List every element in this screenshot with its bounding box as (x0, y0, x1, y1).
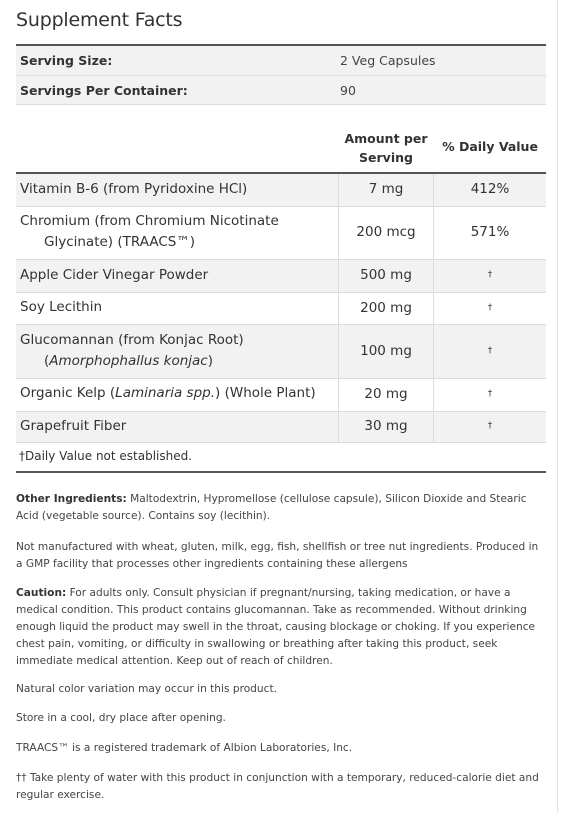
nutrient-name-line1: Chromium (from Chromium Nicotinate (20, 213, 279, 229)
caution-label: Caution: (16, 587, 67, 599)
nutrient-name: Vitamin B-6 (from Pyridoxine HCl) (20, 181, 248, 197)
nutrient-row-vitamin-b6 (16, 174, 546, 207)
water-note: †† Take plenty of water with this product in conjunction with a temporary, reduced-calorie diet and regular exercise. (16, 772, 539, 801)
nutrient-amount: 7 mg (338, 174, 434, 206)
nutrient-row-chromium (16, 207, 546, 260)
table-header (16, 127, 546, 173)
servings-per-container-label: Servings Per Container: (20, 83, 188, 98)
nutrient-name-line1: Glucomannan (from Konjac Root) (20, 332, 244, 348)
nutrient-amount: 20 mg (338, 379, 434, 411)
storage-note: Store in a cool, dry place after opening. (16, 712, 226, 724)
nutrient-daily-value: 571% (470, 224, 510, 240)
paren-open: ( (44, 353, 50, 369)
nutrient-name-pre: Organic Kelp ( (20, 385, 116, 401)
nutrient-daily-value: † (487, 346, 493, 356)
paren-close: ) (207, 353, 214, 369)
nutrient-name (20, 211, 279, 253)
amount-per-serving-header (338, 129, 434, 167)
nutrient-amount: 500 mg (338, 260, 434, 292)
nutrient-daily-value: 412% (470, 181, 510, 197)
other-ingredients-text: Maltodextrin, Hypromellose (cellulose capsule), Silicon Dioxide and Stearic Acid (vegetable source). Contains soy (lecithin). (16, 493, 527, 522)
nutrient-name (20, 330, 244, 372)
nutrient-name-line2: Glycinate) (TRAACS™) (44, 234, 196, 250)
nutrient-row-organic-kelp (16, 379, 546, 412)
nutrient-daily-value: † (487, 421, 493, 431)
allergen-statement: Not manufactured with wheat, gluten, milk, egg, fish, shellfish or tree nut ingredients. Produced in a GMP facility that processes other ingredients containing these allergens (16, 541, 539, 570)
serving-size-row (16, 46, 546, 76)
caution-text: For adults only. Consult physician if pregnant/nursing, taking medication, or have a medical condition. This product contains glucomannan. Take as recommended. Without drinking enough liquid the product may swell in the throat, causing blockage or choking. If you experience chest pain, vomiting, or difficulty in swallowing or breathing after taking this product, seek immediate medical attention. Keep out of reach of children. (16, 587, 536, 667)
other-ingredients-label: Other Ingredients: (16, 493, 127, 505)
nutrient-amount: 200 mg (338, 293, 434, 324)
servings-per-container-row (16, 76, 546, 105)
nutrient-name: Apple Cider Vinegar Powder (20, 267, 209, 283)
other-ingredients (16, 491, 546, 525)
serving-size-label: Serving Size: (20, 53, 113, 68)
nutrient-row-grapefruit-fiber (16, 412, 546, 443)
nutrient-row-glucomannan (16, 325, 546, 379)
amount-header-line2: Serving (359, 150, 413, 165)
daily-value-footnote: †Daily Value not established. (19, 449, 193, 463)
nutrient-amount: 100 mg (338, 325, 434, 378)
nutrient-amount: 200 mcg (338, 207, 434, 259)
bottom-rule (16, 471, 546, 473)
caution-statement (16, 585, 546, 670)
amount-header-line1: Amount per (344, 131, 428, 146)
nutrient-row-soy-lecithin (16, 293, 546, 325)
nutrient-name-line2 (20, 351, 244, 372)
nutrient-daily-value: † (487, 389, 493, 399)
page-edge-divider (557, 0, 558, 813)
daily-value-header: % Daily Value (442, 139, 538, 154)
latin-name: Laminaria spp. (115, 385, 216, 401)
trademark-note: TRAACS™ is a registered trademark of Albion Laboratories, Inc. (16, 742, 353, 754)
supplement-facts-title: Supplement Facts (16, 9, 183, 31)
nutrient-daily-value: † (487, 303, 493, 313)
nutrient-amount: 30 mg (338, 412, 434, 442)
latin-name: Amorphophallus konjac (49, 353, 208, 369)
nutrient-name-post: ) (Whole Plant) (215, 385, 316, 401)
color-variation-note: Natural color variation may occur in this product. (16, 683, 277, 695)
nutrient-daily-value: † (487, 270, 493, 280)
serving-size-value: 2 Veg Capsules (340, 53, 436, 68)
servings-per-container-value: 90 (340, 83, 356, 98)
nutrient-name: Soy Lecithin (20, 299, 103, 315)
nutrient-name (20, 383, 316, 404)
nutrient-row-apple-cider-vinegar (16, 260, 546, 293)
nutrient-name: Grapefruit Fiber (20, 418, 127, 434)
